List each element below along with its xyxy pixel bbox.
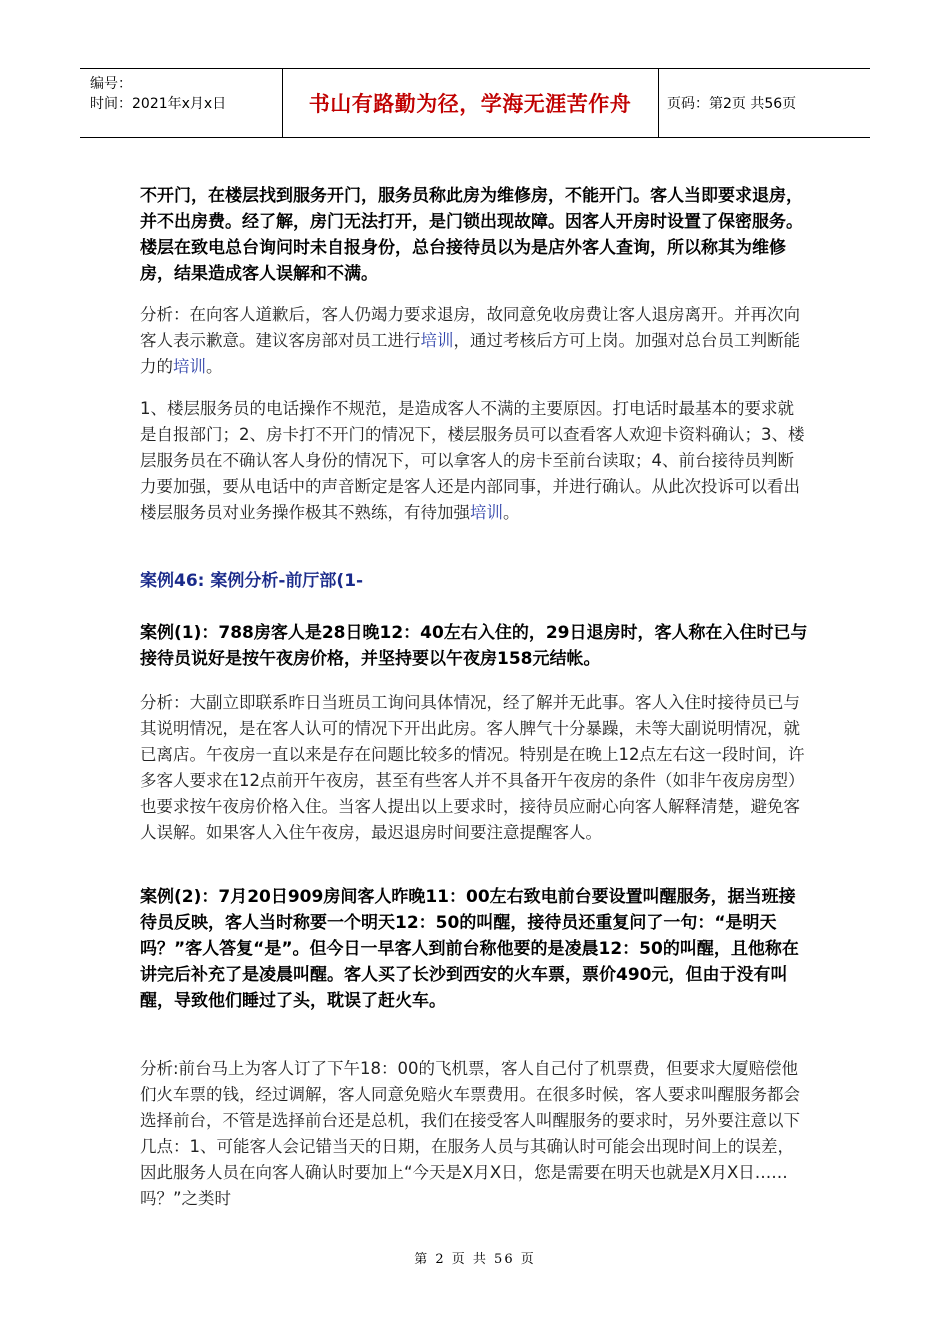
paragraph-1-text: 不开门，在楼层找到服务开门，服务员称此房为维修房，不能开门。客人当即要求退房，并不出房费。经了解，房门无法打开，是门锁出现故障。因客人开房时设置了保密服务。楼层在致电总台询问时未自报身份，总台接待员以为是店外客人查询，所以称其为维修房，结果造成客人误解和不满。 xyxy=(140,186,803,284)
analysis-1-text: 分析：大副立即联系昨日当班员工询问具体情况，经了解并无此事。客人入住时接待员已与其说明情况，是在客人认可的情况下开出此房。客人脾气十分暴躁，未等大副说明情况，就已离店。午夜房一直以来是存在问题比较多的情况。特别是在晚上12点左右这一段时间，许多客人要求在12点前开午夜房，甚至有些客人并不具备开午夜房的条件（如非午夜房房型）也要求按午夜房价格入住。当客人提出以上要求时，接待员应耐心向客人解释清楚，避免客人误解。如果客人入住午夜房，最迟退房时间要注意提醒客人。 xyxy=(140,693,805,842)
document-number-label: 编号： xyxy=(90,76,132,92)
training-link[interactable]: 培训 xyxy=(420,331,454,350)
paragraph-3-part-a: 1、楼层服务员的电话操作不规范，是造成客人不满的主要原因。打电话时最基本的要求就是自报部门；2、房卡打不开门的情况下，楼层服务员可以查看客人欢迎卡资料确认；3、楼层服务员在不确认客人身份的情况下，可以拿客人的房卡至前台读取；4、前台接待员判断力要加强，要从电话中的声音断定是客人还是内部同事，并进行确认。从此次投诉可以看出楼层服务员对业务操作极其不熟练，有待加强 xyxy=(140,399,805,522)
paragraph-2 xyxy=(140,302,808,380)
case-2 xyxy=(140,884,808,1014)
page-footer: 第 2 页 共 56 页 xyxy=(414,1252,536,1267)
analysis-2-text: 分析:前台马上为客人订了下午18：00的飞机票，客人自己付了机票费，但要求大厦赔偿他们火车票的钱，经过调解，客人同意免赔火车票费用。在很多时候，客人要求叫醒服务都会选择前台，不管是选择前台还是总机，我们在接受客人叫醒服务的要求时，另外要注意以下几点：1、可能客人会记错当天的日期，在服务人员与其确认时可能会出现时间上的误差，因此服务人员在向客人确认时要加上“今天是X月X日，您是需要在明天也就是X月X日……吗？”之类时 xyxy=(140,1059,800,1208)
training-link[interactable]: 培训 xyxy=(470,503,503,522)
case-1 xyxy=(140,620,808,672)
paragraph-1 xyxy=(140,183,808,287)
paragraph-2-part-a: 分析：在向客人道歉后，客人仍竭力要求退房，故同意免收房费让客人退房离开。并再次向客人表示歉意。建议客房部对员工进行 xyxy=(140,305,800,350)
paragraph-3 xyxy=(140,396,808,526)
header-page-code: 页码：第2页 共56页 xyxy=(667,96,797,112)
case-section-title xyxy=(140,568,808,594)
paragraph-2-part-c: 。 xyxy=(206,357,223,376)
analysis-2 xyxy=(140,1056,808,1212)
header-motto-cell xyxy=(282,69,659,137)
case-title-text: 案例46: 案例分析-前厅部(1- xyxy=(140,571,364,591)
paragraph-2-text xyxy=(140,302,808,380)
document-date: 时间：2021年x月x日 xyxy=(90,96,227,112)
analysis-1 xyxy=(140,690,808,846)
case-2-text: 案例(2)：7月20日909房间客人昨晚11：00左右致电前台要设置叫醒服务，据当班接待员反映，客人当时称要一个明天12：50的叫醒，接待员还重复问了一句：“是明天吗？”客人答复“是”。但今日一早客人到前台称他要的是凌晨12：50的叫醒，且他称在讲完后补充了是凌晨叫醒。客人买了长沙到西安的火车票，票价490元，但由于没有叫醒，导致他们睡过了头，耽误了赶火车。 xyxy=(140,887,799,1011)
paragraph-3-text xyxy=(140,396,808,526)
paragraph-2-part-b: ，通过考核后方可上岗。加强对总台员工判断能力的 xyxy=(140,331,800,376)
paragraph-3-part-b: 。 xyxy=(503,503,520,522)
header-page-cell xyxy=(659,69,870,137)
page-header xyxy=(80,68,870,138)
training-link[interactable]: 培训 xyxy=(173,357,206,376)
case-1-text: 案例(1)：788房客人是28日晚12：40左右入住的，29日退房时，客人称在入住时已与接待员说好是按午夜房价格，并坚持要以午夜房158元结帐。 xyxy=(140,623,808,669)
header-meta xyxy=(80,69,283,137)
header-motto: 书山有路勤为径，学海无涯苦作舟 xyxy=(308,91,632,116)
